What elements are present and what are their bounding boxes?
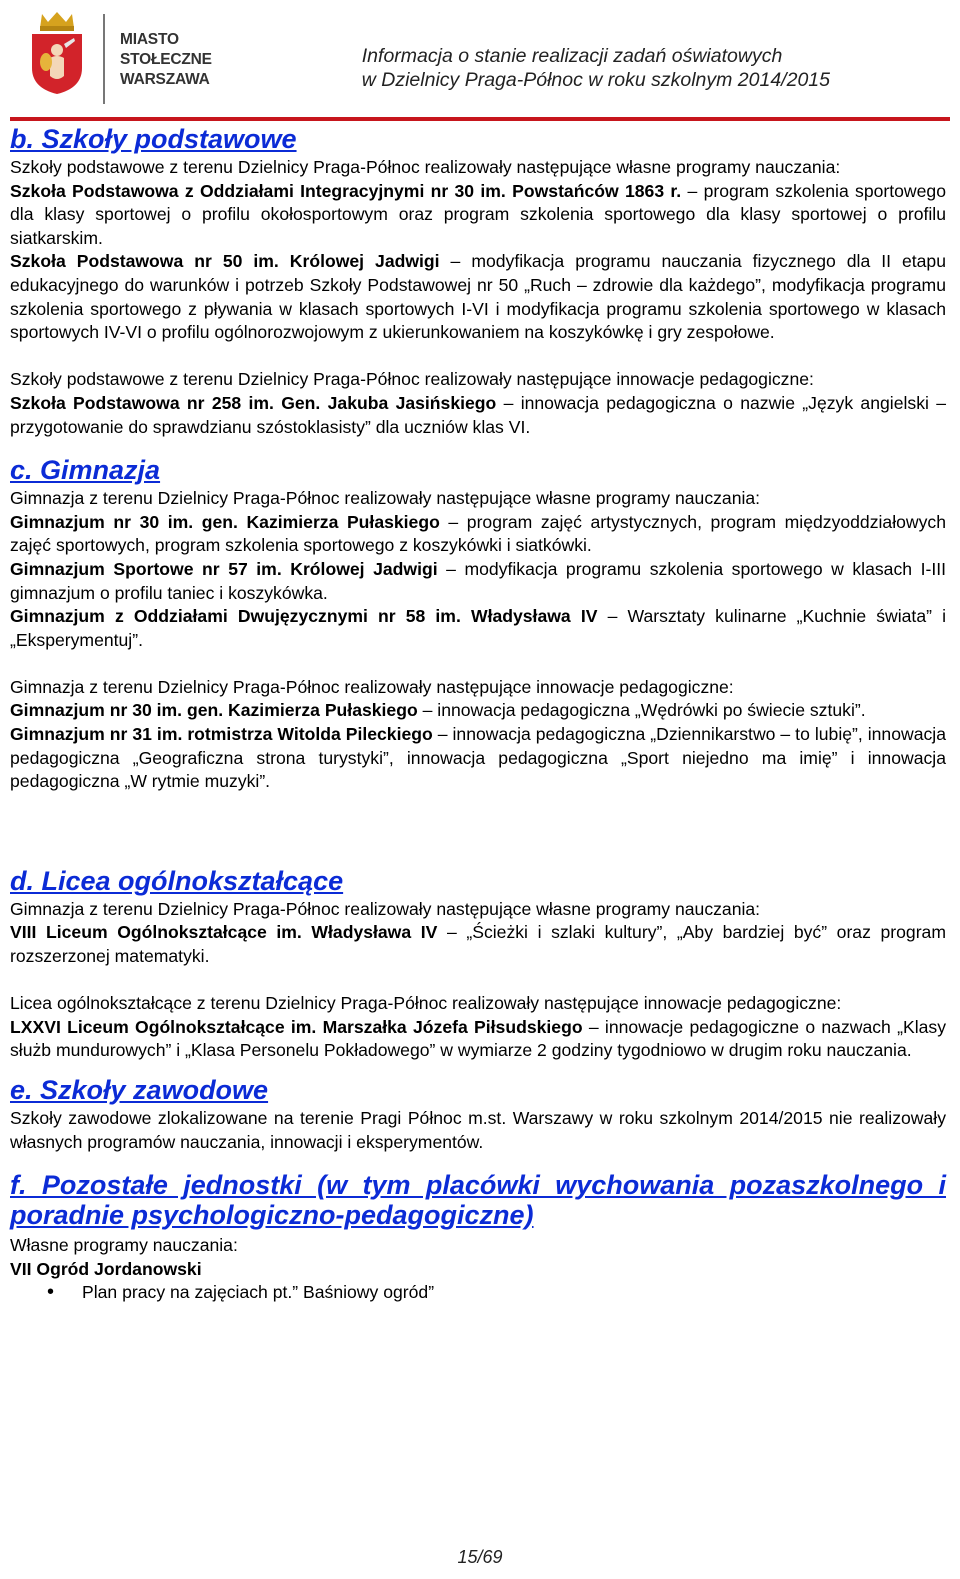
school-name: Szkoła Podstawowa z Oddziałami Integracyjnymi nr 30 im. Powstańców 1863 r. bbox=[10, 180, 682, 201]
paragraph-text: – innowacja pedagogiczna „Wędrówki po świecie sztuki”. bbox=[417, 700, 866, 721]
document-title-line-1: Informacja o stanie realizacji zadań oświatowych bbox=[361, 45, 783, 67]
paragraph bbox=[10, 1016, 946, 1063]
list-item: • Plan pracy na zajęciach pt.” Baśniowy ogród” bbox=[82, 1281, 946, 1305]
paragraph bbox=[10, 511, 946, 558]
paragraph bbox=[10, 558, 946, 605]
paragraph-text: Gimnazja z terenu Dzielnicy Praga-Północ realizowały następujące innowacje pedagogiczne: bbox=[10, 676, 734, 697]
school-name: Gimnazjum nr 30 im. gen. Kazimierza Pułaskiego bbox=[10, 511, 440, 532]
paragraph bbox=[10, 1234, 946, 1258]
paragraph bbox=[10, 699, 946, 723]
paragraph bbox=[10, 180, 946, 251]
paragraph-text: – innowacje pedagogiczne o nazwach „Klasy służb mundurowych” i „Klasa Personelu Pokładowego” w wymiarze 2 godziny tygodniowo w drugim roku nauczania. bbox=[10, 1016, 946, 1061]
logo-text bbox=[120, 30, 212, 90]
logo-line-2: STOŁECZNE bbox=[120, 51, 212, 68]
paragraph-text: Szkoły zawodowe zlokalizowane na terenie Pragi Północ m.st. Warszawy w roku szkolnym 2014/2015 nie realizowały własnych programów nauczania, innowacji i eksperymentów. bbox=[10, 1108, 946, 1152]
school-name: Szkoła Podstawowa nr 50 im. Królowej Jadwigi bbox=[10, 251, 440, 272]
paragraph-text: Szkoły podstawowe z terenu Dzielnicy Praga-Północ realizowały następujące własne programy nauczania: bbox=[10, 157, 841, 177]
paragraph bbox=[10, 250, 946, 344]
paragraph-text: – innowacja pedagogiczna o nazwie „Język angielski – przygotowanie do sprawdzianu szóstoklasisty” dla uczniów klas VI. bbox=[10, 392, 946, 437]
school-name: Szkoła Podstawowa nr 258 im. Gen. Jakuba Jasińskiego bbox=[10, 392, 497, 413]
paragraph-text: – modyfikacja programu szkolenia sportowego w klasach I-III gimnazjum o profilu taniec i koszykówka. bbox=[10, 558, 946, 603]
section-heading-d: d. Licea ogólnokształcące bbox=[10, 865, 344, 896]
paragraph bbox=[10, 1107, 946, 1154]
school-name: LXXVI Liceum Ogólnokształcące im. Marszałka Józefa Piłsudskiego bbox=[10, 1016, 583, 1037]
warsaw-coat-of-arms-icon bbox=[28, 10, 86, 96]
paragraph bbox=[10, 676, 946, 700]
paragraph bbox=[10, 723, 946, 794]
paragraph bbox=[10, 368, 946, 392]
section-heading-b: b. Szkoły podstawowe bbox=[10, 124, 297, 154]
header-rule bbox=[10, 117, 950, 121]
school-name: Gimnazjum z Oddziałami Dwujęzycznymi nr 58 im. Władysława IV bbox=[10, 606, 598, 627]
paragraph bbox=[10, 605, 946, 652]
page-header bbox=[0, 0, 960, 125]
logo-divider bbox=[103, 14, 105, 104]
school-name: VIII Liceum Ogólnokształcące im. Władysława IV bbox=[10, 922, 438, 943]
paragraph bbox=[10, 1258, 946, 1282]
page-number: 15/69 bbox=[457, 1547, 503, 1567]
paragraph-text: Szkoły podstawowe z terenu Dzielnicy Praga-Północ realizowały następujące innowacje pedagogiczne: bbox=[10, 369, 814, 390]
section-heading-f: f. Pozostałe jednostki (w tym placówki wychowania pozaszkolnego i poradnie psychologiczno-pedagogiczne) bbox=[10, 1170, 946, 1231]
paragraph bbox=[10, 921, 946, 968]
school-name: Gimnazjum nr 30 im. gen. Kazimierza Pułaskiego bbox=[10, 700, 418, 721]
paragraph-text: – „Ścieżki i szlaki kultury”, „Aby bardziej być” oraz program rozszerzonej matematyki. bbox=[10, 922, 946, 967]
document-title bbox=[362, 44, 830, 92]
paragraph-text: Licea ogólnokształcące z terenu Dzielnicy Praga-Północ realizowały następujące innowacje pedagogiczne: bbox=[10, 993, 842, 1014]
school-name: Gimnazjum nr 31 im. rotmistrza Witolda Pileckiego bbox=[10, 724, 433, 745]
section-heading-e: e. Szkoły zawodowe bbox=[10, 1075, 269, 1105]
school-name: Gimnazjum Sportowe nr 57 im. Królowej Jadwigi bbox=[10, 558, 438, 579]
paragraph bbox=[10, 992, 946, 1016]
paragraph-text: – program zajęć artystycznych, program międzyoddziałowych zajęć sportowych, program szkolenia sportowego z koszykówki i siatkówki. bbox=[10, 511, 946, 556]
bullet-list bbox=[10, 1281, 946, 1305]
logo-line-3: WARSZAWA bbox=[120, 71, 210, 88]
unit-name: VII Ogród Jordanowski bbox=[10, 1258, 202, 1279]
section-heading-c: c. Gimnazja bbox=[10, 455, 161, 486]
paragraph bbox=[10, 487, 946, 511]
paragraph-text: – modyfikacja programu nauczania fizycznego dla II etapu edukacyjnego do warunków i potrzeb Szkoły Podstawowej nr 50 „Ruch – zdrowie dla każdego”, modyfikacja programu szkolenia sportowego z pływania w klasach sportowych I-VI i modyfikacja programu szkolenia sportowego w klasach sportowych IV-VI o profilu ogólnorozwojowym z ukierunkowaniem na koszykówkę i gry zespołowe. bbox=[10, 251, 946, 343]
paragraph-text: Własne programy nauczania: bbox=[10, 1235, 238, 1256]
paragraph bbox=[10, 392, 946, 439]
document-title-line-2: w Dzielnicy Praga-Północ w roku szkolnym 2014/2015 bbox=[361, 69, 830, 91]
paragraph bbox=[10, 156, 946, 180]
paragraph-text: Gimnazja z terenu Dzielnicy Praga-Północ realizowały następujące własne programy nauczania: bbox=[10, 898, 761, 919]
paragraph-text: – program szkolenia sportowego dla klasy sportowej o profilu okołosportowym oraz program szkolenia sportowego dla klasy sportowej o profilu siatkarskim. bbox=[10, 180, 946, 248]
paragraph-text: – Warsztaty kulinarne „Kuchnie świata” i „Eksperymentuj”. bbox=[10, 606, 947, 650]
document-body bbox=[10, 122, 946, 1305]
paragraph bbox=[10, 898, 946, 922]
logo-line-1: MIASTO bbox=[120, 31, 179, 48]
paragraph-text: Gimnazja z terenu Dzielnicy Praga-Północ realizowały następujące własne programy nauczania: bbox=[10, 488, 761, 509]
paragraph-text: – innowacja pedagogiczna „Dziennikarstwo – to lubię”, innowacja pedagogiczna „Geograficzna strona turystyki”, innowacja pedagogiczna „Sport niejedno ma imię” i innowacja pedagogiczna „W rytmie muzyki”. bbox=[10, 724, 946, 792]
